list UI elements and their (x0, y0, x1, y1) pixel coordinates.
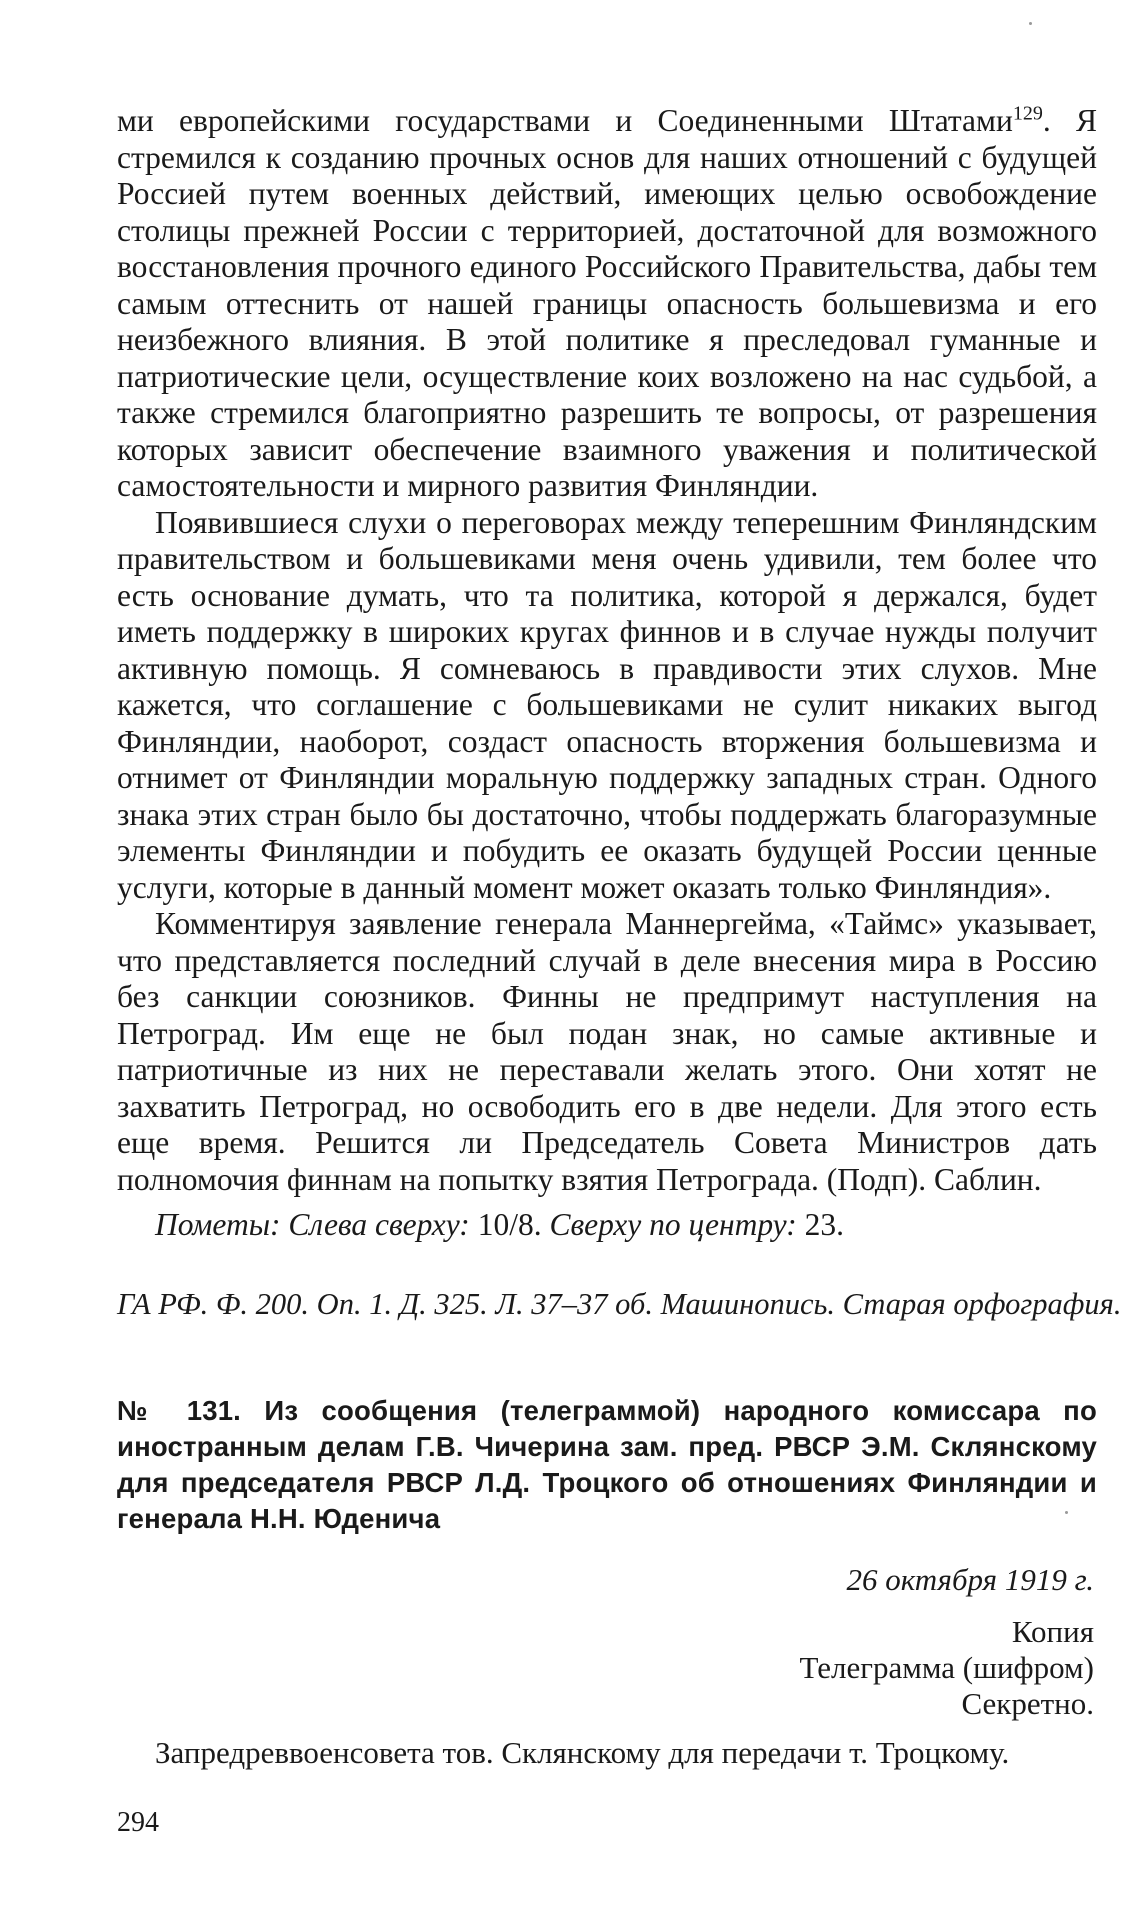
paragraph-1-text-start: ми европейскими государствами и Соединенными Штатами (117, 103, 1013, 138)
scan-speck (1029, 22, 1032, 25)
notes-value-1: 10/8. (469, 1207, 550, 1242)
notes-label-1: Пометы: Слева сверху: (155, 1207, 470, 1242)
page-number: 294 (117, 1807, 159, 1838)
secret-label: Секретно. (961, 1686, 1094, 1721)
notes-line (155, 1207, 844, 1243)
paragraph-1-text-end: . Я стремился к созданию прочных основ для наших отношений с будущей Россией путем военных действий, имеющих целью освобождение столицы прежней России с территорией, достаточной для возможного восстановления прочного единого Российского Правительства, дабы тем самым оттеснить от нашей границы опасность большевизма и его неизбежного влияния. В этой политике я преследовал гуманные и патриотические цели, осуществление коих возложено на нас судьбой, а также стремился благоприятно разрешить те вопросы, от разрешения которых зависит обеспечение взаимного уважения и политической самостоятельности и мирного развития Финляндии. (117, 103, 1097, 503)
notes-label-2: Сверху по центру: (549, 1207, 797, 1242)
paragraph-3: Комментируя заявление генерала Маннергейма, «Таймс» указывает, что представляется последний случай в деле внесения мира в Россию без санкции союзников. Финны не предпримут наступления на Петроград. Им еще не был подан знак, но самые активные и патриотичные из них не переставали желать этого. Они хотят не захватить Петроград, но освободить его в две недели. Для этого есть еще время. Решится ли Председатель Совета Министров дать полномочия финнам на попытку взятия Петрограда. (Подп). Саблин. (117, 906, 1097, 1197)
telegram-label: Телеграмма (шифром) (799, 1650, 1094, 1685)
telegram-address: Запредреввоенсовета тов. Склянскому для передачи т. Троцкому. (155, 1735, 1010, 1770)
notes-value-2: 23. (796, 1207, 844, 1242)
document-date: 26 октября 1919 г. (846, 1562, 1094, 1597)
archive-reference: ГА РФ. Ф. 200. Оп. 1. Д. 325. Л. 37–37 об. Машинопись. Старая орфография. (117, 1287, 1122, 1321)
paragraph-2: Появившиеся слухи о переговорах между теперешним Финляндским правительством и большевиками меня очень удивили, тем более что есть основание думать, что та политика, которой я держался, будет иметь поддержку в широких кругах финнов и в случае нужды получит активную помощь. Я сомневаюсь в правдивости этих слухов. Мне кажется, что соглашение с большевиками не сулит никаких выгод Финляндии, наоборот, создаст опасность вторжения большевизма и отнимет от Финляндии моральную поддержку западных стран. Одного знака этих стран было бы достаточно, чтобы поддержать благоразумные элементы Финляндии и побудить ее оказать будущей России ценные услуги, которые в данный момент может оказать только Финляндия». (117, 504, 1097, 905)
main-text (117, 103, 1097, 1198)
copy-label: Копия (1011, 1614, 1094, 1649)
paragraph-1 (117, 103, 1097, 505)
footnote-reference[interactable]: 129 (1012, 102, 1043, 125)
document-heading: № 131. Из сообщения (телеграммой) народного комиссара по иностранным делам Г.В. Чичерина зам. пред. РВСР Э.М. Склянскому для председателя РВСР Л.Д. Троцкого об отношениях Финляндии и генерала Н.Н. Юденича (117, 1395, 1097, 1534)
